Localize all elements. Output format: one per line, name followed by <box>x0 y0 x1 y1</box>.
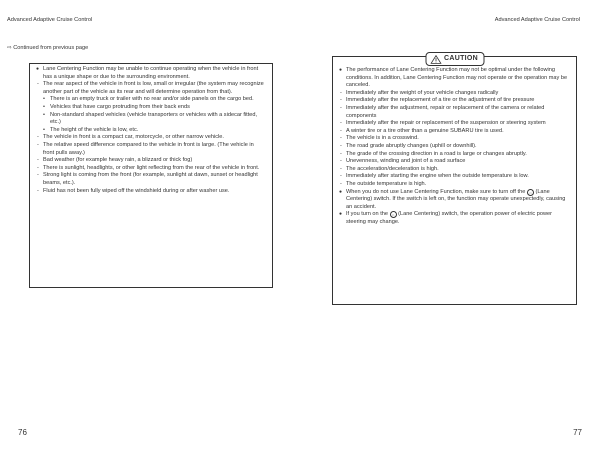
caution-item: - Unevenness, winding and joint of a road surface <box>339 158 570 166</box>
limitation-subitem: • Vehicles that have cargo protruding from their back ends <box>36 104 266 112</box>
lane-centering-limitations-box <box>29 63 273 288</box>
limitation-item: - Fluid has not been fully wiped off the windshield during or after washer use. <box>36 188 266 196</box>
header-right-title: Advanced Adaptive Cruise Control <box>494 17 580 23</box>
warning-triangle-icon <box>430 55 441 64</box>
continued-from-previous-page: ⇨ Continued from previous page <box>7 45 89 51</box>
caution-item: - The grade of the crossing direction in a road is large or changes abruptly. <box>339 151 570 159</box>
caution-item: - The vehicle is in a crosswind. <box>339 135 570 143</box>
caution-text: CAUTION <box>444 55 478 63</box>
caution-item: - The outside temperature is high. <box>339 181 570 189</box>
caution-item: - The acceleration/deceleration is high. <box>339 166 570 174</box>
limitation-subitem: • Non-standard shaped vehicles (vehicle transporters or vehicles with a sidecar fitted, etc.) <box>36 112 266 127</box>
caution-switch-on-text-2: (Lane Centering) switch, the operation power of electric power steering may change. <box>346 211 553 225</box>
caution-item: - A winter tire or a tire other than a genuine SUBARU tire is used. <box>339 128 570 136</box>
limitations-intro: ● Lane Centering Function may be unable to continue operating when the vehicle in front has a unique shape or due to the surrounding environment. <box>36 66 266 81</box>
caution-switch-on-note <box>339 211 570 226</box>
page-number-right: 77 <box>573 428 582 437</box>
limitation-item <box>36 81 266 96</box>
caution-label <box>425 52 484 66</box>
caution-switch-off-text-2: (Lane Centering) switch. If the switch is left on, the function may operate unexpectedly, causing an accident. <box>346 188 566 210</box>
caution-switch-off-note <box>339 189 570 212</box>
caution-box <box>332 56 577 305</box>
caution-item: - The road grade abruptly changes (uphill or downhill). <box>339 143 570 151</box>
caution-intro: ● The performance of Lane Centering Function may not be optimal under the following conditions. In addition, Lane Centering Function may not operate or the operation may be canceled. <box>339 67 570 90</box>
page-number-left: 76 <box>18 428 27 437</box>
caution-item: - Immediately after the weight of your vehicle changes radically <box>339 90 570 98</box>
limitation-item: - There is sunlight, headlights, or other light reflecting from the rear of the vehicle in front. <box>36 165 266 173</box>
caution-item: - Immediately after the adjustment, repair or replacement of the camera or related components <box>339 105 570 120</box>
limitation-item: - The vehicle in front is a compact car, motorcycle, or other narrow vehicle. <box>36 134 266 142</box>
lane-centering-switch-icon: ⇔ <box>391 212 396 218</box>
limitation-item: - Bad weather (for example heavy rain, a blizzard or thick fog) <box>36 157 266 165</box>
limitation-subitem: • There is an empty truck or trailer with no rear and/or side panels on the cargo bed. <box>36 96 266 104</box>
caution-item: - Immediately after starting the engine when the outside temperature is low. <box>339 173 570 181</box>
caution-switch-on-text-1: If you turn on the <box>346 211 388 218</box>
caution-switch-off-text-1: When you do not use Lane Centering Function, make sure to turn off the <box>346 188 526 195</box>
header-left-title: Advanced Adaptive Cruise Control <box>7 17 93 23</box>
limitation-item: - The relative speed difference compared to the vehicle in front is large. (The vehicle in front pulls away.) <box>36 142 266 157</box>
caution-item: - Immediately after the replacement of a tire or the adjustment of tire pressure <box>339 97 570 105</box>
limitation-text: The rear aspect of the vehicle in front is low, small or irregular (the system may recognize another part of the vehicle as its rear and will determine operation from that). <box>43 81 264 95</box>
limitation-subitem: • The height of the vehicle is low, etc. <box>36 127 266 135</box>
limitation-item: - Strong light is coming from the front (for example, sunlight at dawn, sunset or headlight beams, etc.). <box>36 172 266 187</box>
lane-centering-switch-icon: ⇔ <box>528 189 533 195</box>
caution-item: - Immediately after the repair or replacement of the suspension or steering system <box>339 120 570 128</box>
